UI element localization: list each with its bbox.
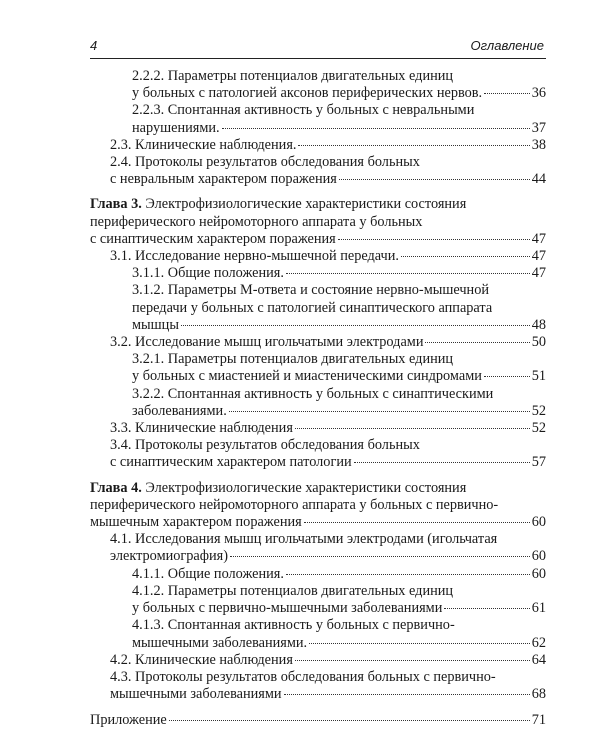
toc-page-number: 51: [531, 368, 546, 385]
toc-entry[interactable]: [90, 102, 546, 136]
dot-leader: [286, 574, 530, 575]
toc-entry-line: [132, 368, 546, 385]
toc-entry-text: Глава 4. Электрофизиологические характеристики состояния: [90, 479, 467, 496]
toc-page-number: 52: [531, 402, 546, 419]
dot-leader: [484, 93, 530, 94]
toc-entry-line: [132, 300, 546, 317]
toc-entry[interactable]: [90, 137, 546, 154]
toc-entry-line: [132, 85, 546, 102]
toc-entry-text: мышцы: [132, 316, 179, 333]
running-header: [90, 36, 546, 59]
toc-page-number: 44: [531, 171, 546, 188]
toc-page-number: 38: [531, 136, 546, 153]
toc-entry-text: 3.1.2. Параметры М-ответа и состояние нервно-мышечной: [132, 282, 489, 299]
toc-entry-text: с невральным характером поражения: [110, 171, 337, 188]
toc-entry-text: у больных с патологией аксонов периферических нервов.: [132, 85, 483, 102]
toc-entry-line: [110, 669, 546, 686]
toc-entry-text: 3.3. Клинические наблюдения: [110, 420, 293, 437]
chapter-label: Глава 4.: [90, 479, 142, 496]
page-number: 4: [90, 38, 98, 53]
toc-entry[interactable]: [90, 480, 546, 532]
toc-entry-text: Приложение: [90, 712, 167, 729]
toc-page-number: 47: [531, 248, 546, 265]
toc-entry-line: [110, 334, 546, 351]
toc-entry-text: 4.1.2. Параметры потенциалов двигательных единиц: [132, 582, 454, 599]
toc-entry-line: [90, 196, 546, 213]
toc-entry[interactable]: [90, 282, 546, 334]
toc-page-number: 71: [531, 712, 546, 729]
toc-entry[interactable]: [90, 154, 546, 188]
toc-entry-text: 2.3. Клинические наблюдения.: [110, 136, 297, 153]
toc-entry-line: [132, 68, 546, 85]
toc-entry-line: [132, 386, 546, 403]
toc-entry-text: 3.4. Протоколы результатов обследования больных: [110, 437, 420, 454]
toc-entry-line: [132, 566, 546, 583]
toc-entry-line: [110, 548, 546, 565]
toc-entry-line: [90, 231, 546, 248]
toc-entry-line: [90, 480, 546, 497]
toc-entry[interactable]: [90, 68, 546, 102]
toc-entry-line: [132, 120, 546, 137]
toc-entry-text: 3.1. Исследование нервно-мышечной передачи.: [110, 248, 399, 265]
toc-entry-text: периферического нейромоторного аппарата у больных: [90, 213, 423, 230]
toc-entry-line: [132, 617, 546, 634]
toc-page-number: 50: [531, 334, 546, 351]
toc-entry[interactable]: [90, 386, 546, 420]
toc-entry-line: [132, 265, 546, 282]
toc-entry-line: [110, 154, 546, 171]
toc-page-number: 60: [531, 548, 546, 565]
toc-entry[interactable]: [90, 196, 546, 248]
toc-entry[interactable]: [90, 420, 546, 437]
toc-entry-line: [90, 712, 546, 729]
toc-entry-line: [110, 652, 546, 669]
section-gap: [90, 703, 546, 712]
toc-entry-text: 4.1. Исследования мышц игольчатыми электродами (игольчатая: [110, 531, 498, 548]
toc-entry-text: периферического нейромоторного аппарата у больных с первично-: [90, 496, 499, 513]
toc-entry[interactable]: [90, 437, 546, 471]
dot-leader: [169, 720, 530, 721]
toc-entry-text: у больных с миастенией и миастеническими синдромами: [132, 368, 482, 385]
toc-entry-text: 2.2.3. Спонтанная активность у больных с невральными: [132, 102, 475, 119]
dot-leader: [309, 643, 530, 644]
toc-entry-text: 3.2. Исследование мышц игольчатыми электродами: [110, 334, 424, 351]
section-gap: [90, 472, 546, 480]
dot-leader: [295, 660, 530, 661]
toc-entry[interactable]: [90, 351, 546, 385]
toc-entry-line: [110, 454, 546, 471]
toc-entry[interactable]: [90, 265, 546, 282]
toc-entry-text: 2.2.2. Параметры потенциалов двигательных единиц: [132, 68, 454, 84]
toc-entry[interactable]: [90, 248, 546, 265]
toc-entry-text: передачи у больных с патологией синаптического аппарата: [132, 299, 493, 316]
toc-page-number: 47: [531, 230, 546, 247]
toc-entry[interactable]: [90, 712, 546, 729]
running-title: Оглавление: [470, 38, 544, 53]
dot-leader: [304, 522, 530, 523]
toc-entry[interactable]: [90, 566, 546, 583]
dot-leader: [298, 145, 529, 146]
toc-entry[interactable]: [90, 617, 546, 651]
dot-leader: [222, 128, 530, 129]
toc-entry[interactable]: [90, 531, 546, 565]
toc-entry[interactable]: [90, 669, 546, 703]
dot-leader: [484, 376, 530, 377]
dot-leader: [444, 608, 529, 609]
toc-entry-text: 4.3. Протоколы результатов обследования больных с первично-: [110, 668, 496, 685]
toc-page-number: 61: [531, 600, 546, 617]
toc-entry-line: [132, 317, 546, 334]
toc-page-number: 60: [531, 565, 546, 582]
dot-leader: [286, 273, 530, 274]
toc-entry-line: [110, 437, 546, 454]
toc-entry-line: [132, 403, 546, 420]
table-of-contents: [90, 68, 546, 730]
toc-entry-line: [132, 583, 546, 600]
toc-entry[interactable]: [90, 334, 546, 351]
dot-leader: [354, 462, 530, 463]
toc-page-number: 48: [531, 316, 546, 333]
toc-entry-line: [132, 102, 546, 119]
toc-entry-text: 4.1.1. Общие положения.: [132, 565, 284, 582]
toc-entry-text: 3.2.2. Спонтанная активность у больных с синаптическими: [132, 385, 494, 402]
toc-page-number: 62: [531, 634, 546, 651]
toc-entry-line: [110, 171, 546, 188]
toc-entry-text: 4.2. Клинические наблюдения: [110, 651, 293, 668]
toc-entry-text: с синаптическим характером патологии: [110, 454, 352, 471]
toc-entry-line: [110, 248, 546, 265]
toc-entry-text: у больных с первично-мышечными заболеваниями: [132, 600, 443, 617]
toc-entry-line: [110, 137, 546, 154]
dot-leader: [295, 428, 530, 429]
toc-entry-line: [132, 351, 546, 368]
toc-page-number: 60: [531, 514, 546, 531]
toc-entry[interactable]: [90, 652, 546, 669]
dot-leader: [181, 325, 530, 326]
toc-entry-text: 4.1.3. Спонтанная активность у больных с первично-: [132, 617, 455, 634]
toc-entry-text: нарушениями.: [132, 119, 220, 136]
toc-page-number: 57: [531, 454, 546, 471]
toc-entry-text: 3.2.1. Параметры потенциалов двигательных единиц: [132, 351, 454, 368]
dot-leader: [230, 556, 530, 557]
toc-entry-line: [110, 420, 546, 437]
dot-leader: [401, 256, 530, 257]
toc-page-number: 64: [531, 651, 546, 668]
toc-page-number: 37: [531, 119, 546, 136]
toc-entry-text: электромиография): [110, 548, 229, 565]
toc-entry-line: [132, 600, 546, 617]
toc-entry-text: мышечным характером поражения: [90, 514, 302, 531]
toc-page-number: 52: [531, 420, 546, 437]
toc-entry-text: заболеваниями.: [132, 402, 227, 419]
toc-entry-line: [110, 686, 546, 703]
toc-entry-line: [132, 282, 546, 299]
toc-entry-text: Глава 3. Электрофизиологические характеристики состояния: [90, 196, 467, 213]
dot-leader: [338, 239, 530, 240]
toc-page-number: 68: [531, 686, 546, 703]
dot-leader: [425, 342, 529, 343]
dot-leader: [284, 694, 530, 695]
toc-entry[interactable]: [90, 583, 546, 617]
toc-entry-line: [90, 497, 546, 514]
toc-entry-text: мышечными заболеваниями.: [132, 634, 308, 651]
toc-entry-line: [110, 531, 546, 548]
toc-entry-line: [90, 514, 546, 531]
chapter-label: Глава 3.: [90, 196, 142, 213]
toc-entry-line: [132, 635, 546, 652]
toc-page-number: 36: [531, 85, 546, 102]
toc-entry-text: 2.4. Протоколы результатов обследования больных: [110, 154, 420, 171]
toc-entry-text: с синаптическим характером поражения: [90, 230, 336, 247]
section-gap: [90, 188, 546, 196]
toc-entry-line: [90, 214, 546, 231]
dot-leader: [229, 411, 530, 412]
dot-leader: [339, 179, 530, 180]
toc-entry-text: мышечными заболеваниями: [110, 686, 282, 703]
toc-page-number: 47: [531, 265, 546, 282]
toc-entry-text: 3.1.1. Общие положения.: [132, 265, 284, 282]
